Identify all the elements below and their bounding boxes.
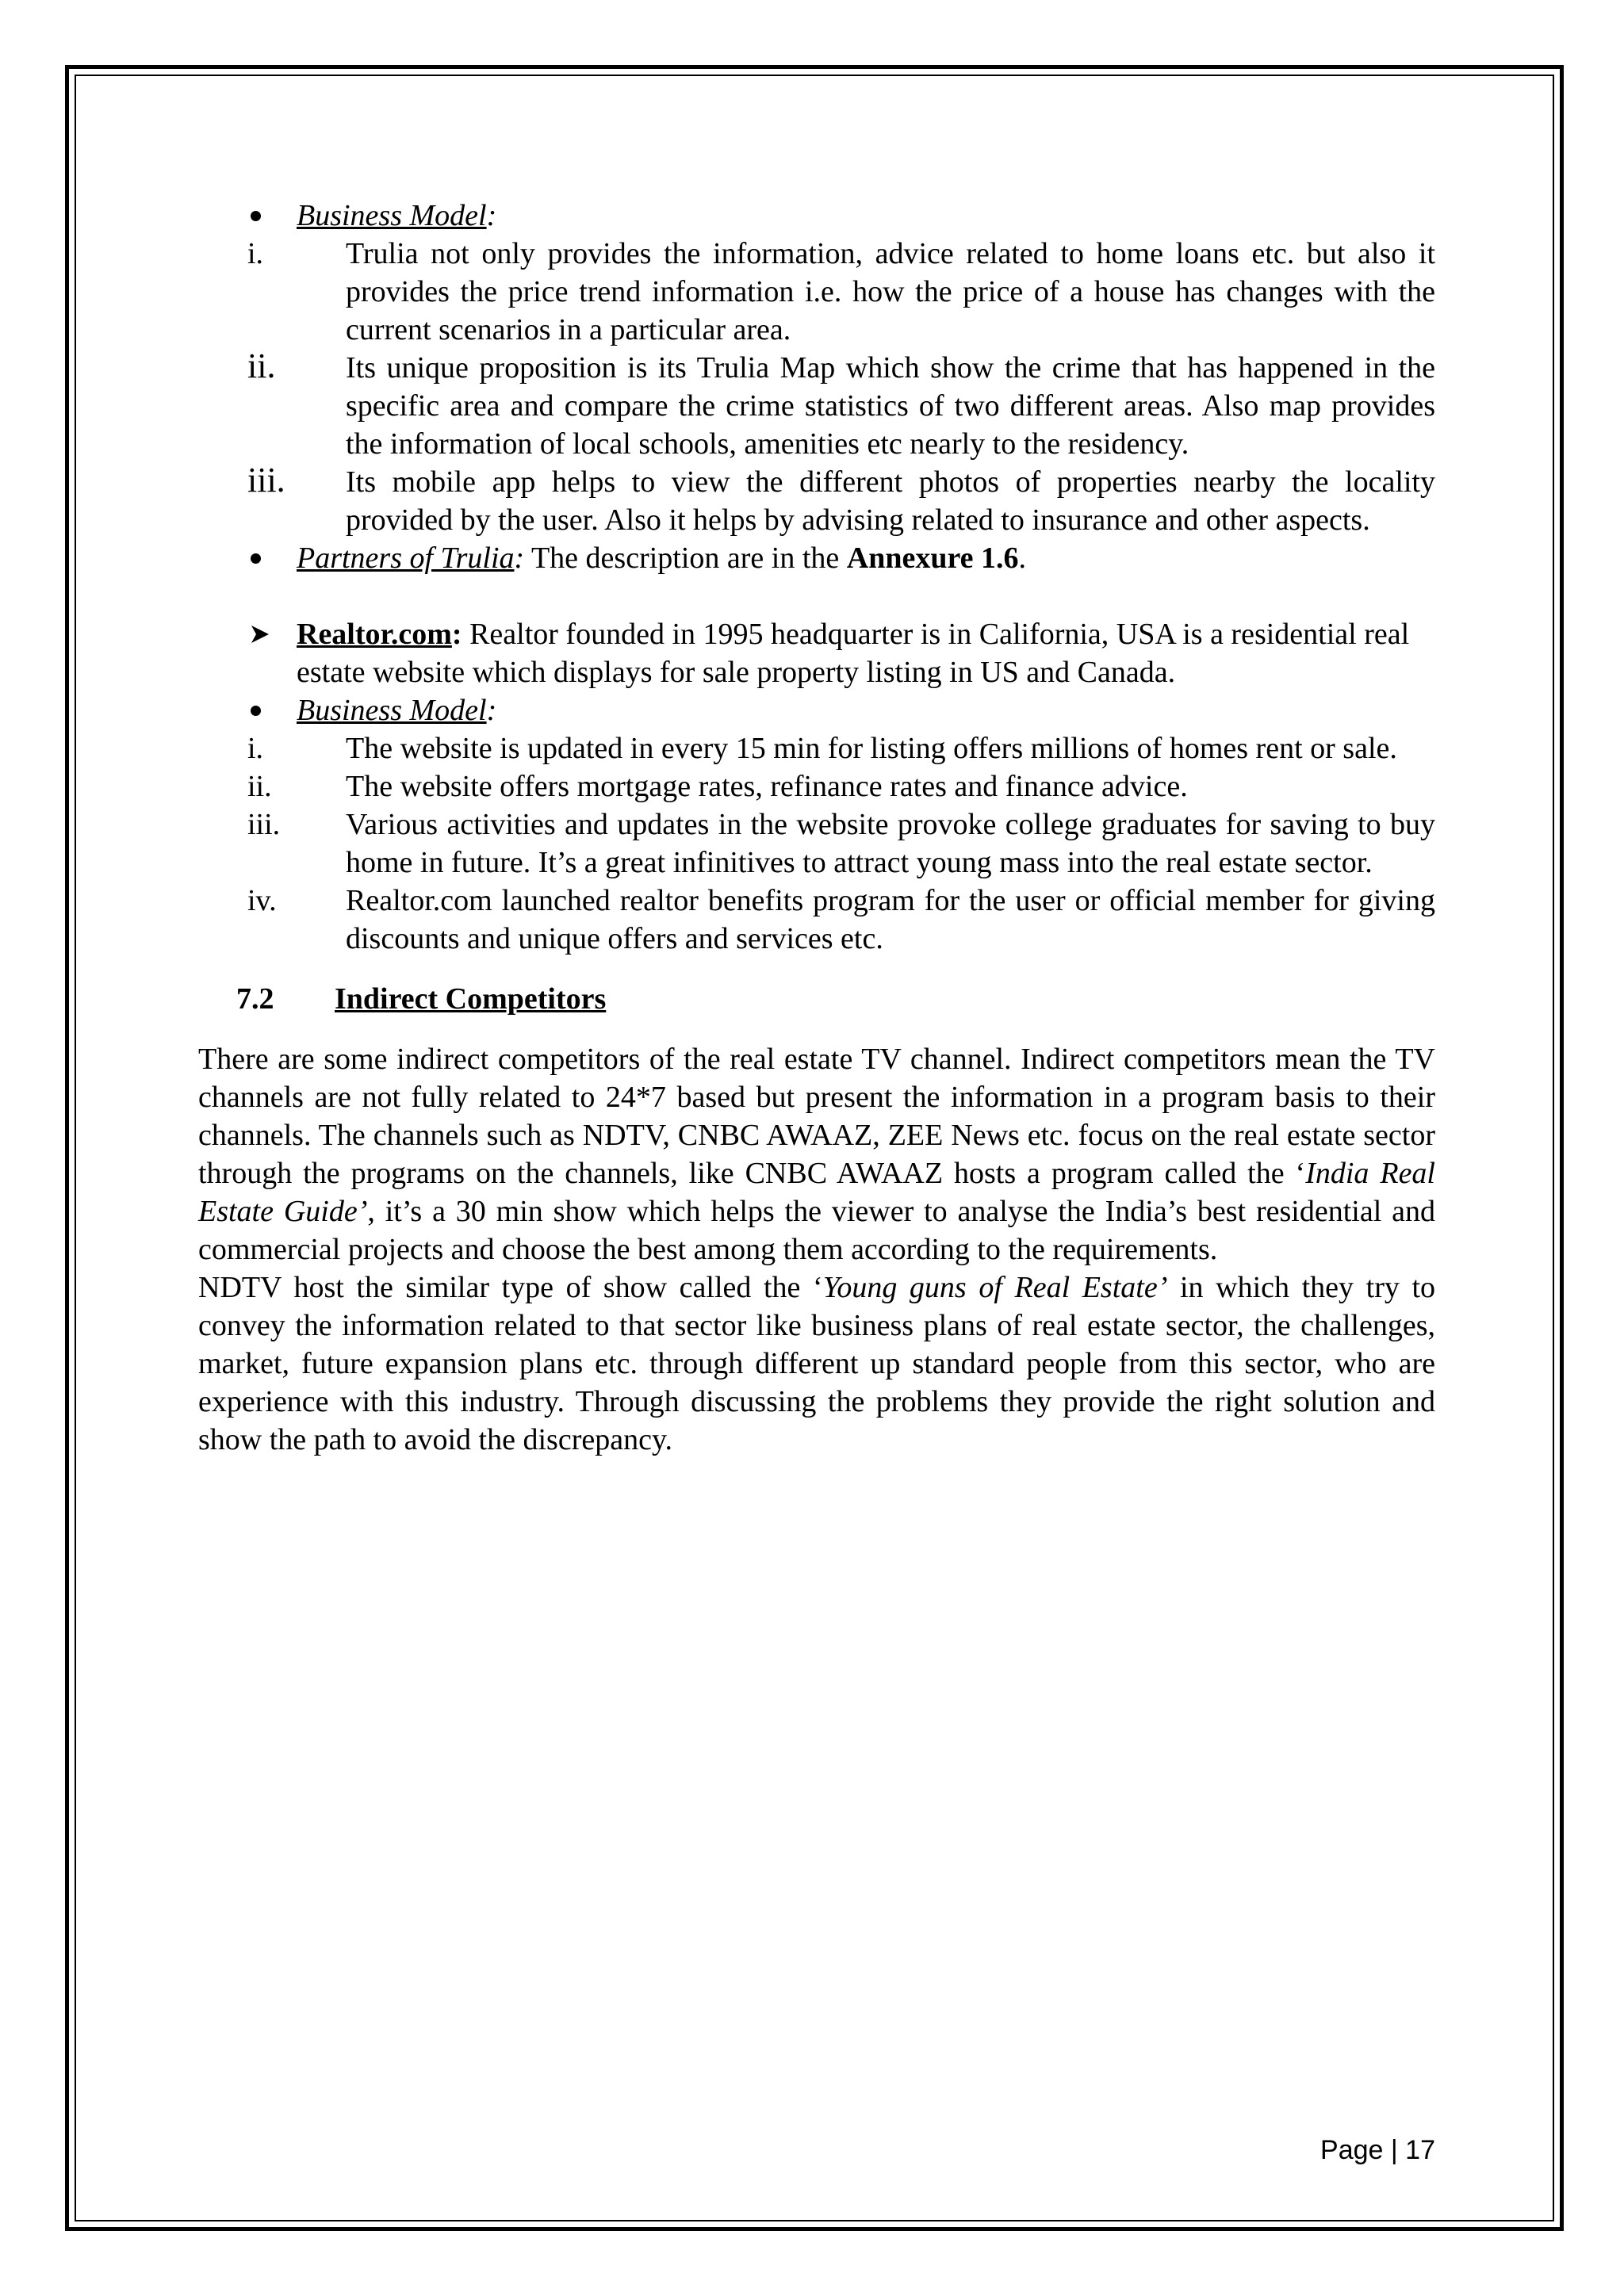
list-item-text: Its mobile app helps to view the different photos of properties nearby the locality provided by the user. Also it helps by advising related to insurance and other aspects. [346,465,1435,537]
realtor-name: Realtor.com [297,618,452,651]
list-number: ii. [247,346,276,385]
list-item [198,767,1435,806]
section-title: Indirect Competitors [335,982,607,1016]
paragraph: There are some indirect competitors of the real estate TV channel. Indirect competitors mean the TV channels are not fully related to 24*7 based but present the information in a program basis to their channels. The channels such as NDTV, CNBC AWAAZ, ZEE News etc. focus on the real estate sector through the programs on the channels, like CNBC AWAAZ hosts a program called the ‘India Real Estate Guide’, it’s a 30 min show which helps the viewer to analyse the India’s best residential and commercial projects and choose the best among them according to the requirements. [198,1043,1435,1266]
list-item [198,463,1435,539]
section-heading [198,980,1435,1018]
list-item-text: The website offers mortgage rates, refinance rates and finance advice. [346,770,1188,803]
arrow-bullet-icon [244,615,276,653]
list-item-text: Trulia not only provides the information, advice related to home loans etc. but also it provides the price trend information i.e. how the price of a house has changes with the current scenarios in a particular area. [346,237,1435,346]
list-item-text: The website is updated in every 15 min for listing offers millions of homes rent or sale. [346,732,1397,765]
trulia-business-model-bullet: Business Model: [198,197,1435,235]
list-item [198,806,1435,882]
list-number: i. [247,237,264,270]
list-number: iv. [247,884,277,917]
list-item [198,882,1435,958]
realtor-intro-text: Realtor founded in 1995 headquarter is in California, USA is a residential real estate website which displays for sale property listing in US and Canada. [297,618,1410,689]
section-number: 7.2 [236,982,274,1016]
list-item [198,729,1435,767]
list-item-text: Its unique proposition is its Trulia Map which show the crime that has happened in the specific area and compare the crime statistics of two different areas. Also map provides the information of local schools, amenities etc nearly to the residency. [346,351,1435,461]
annexure-reference: Annexure 1.6 [846,541,1019,575]
list-number: iii. [247,461,285,499]
bullet-dot-icon [239,691,271,729]
realtor-business-model-bullet: Business Model: [198,691,1435,729]
list-number: i. [247,732,264,765]
trulia-partners-bullet: Partners of Trulia: The description are in the Annexure 1.6. [198,539,1435,577]
paragraph: NDTV host the similar type of show called the ‘Young guns of Real Estate’ in which they try to convey the information related to that sector like business plans of real estate sector, the challenges, market, future expansion plans etc. through different up standard people from this sector, who are experience with this industry. Through discussing the problems they provide the right solution and show the path to avoid the discrepancy. [198,1271,1436,1456]
list-item [198,346,1435,463]
list-number: iii. [247,808,281,841]
realtor-intro: Realtor.com: Realtor founded in 1995 headquarter is in California, USA is a residential real estate website which displays for sale property listing in US and Canada. [198,615,1435,691]
bullet-dot-icon [239,539,271,577]
list-item [198,235,1435,349]
list-number: ii. [247,770,272,803]
document-body [198,197,1435,1459]
business-model-label: Business Model [297,199,487,232]
list-item-text: Various activities and updates in the website provoke college graduates for saving to buy home in future. It’s a great infinitives to attract young mass into the real estate sector. [346,808,1435,879]
list-item-text: Realtor.com launched realtor benefits program for the user or official member for giving discounts and unique offers and services etc. [346,884,1435,955]
page-number: Page | 17 [1320,2135,1435,2165]
bullet-dot-icon [239,197,271,235]
business-model-label: Business Model [297,694,487,727]
partners-label: Partners of Trulia [297,541,515,575]
